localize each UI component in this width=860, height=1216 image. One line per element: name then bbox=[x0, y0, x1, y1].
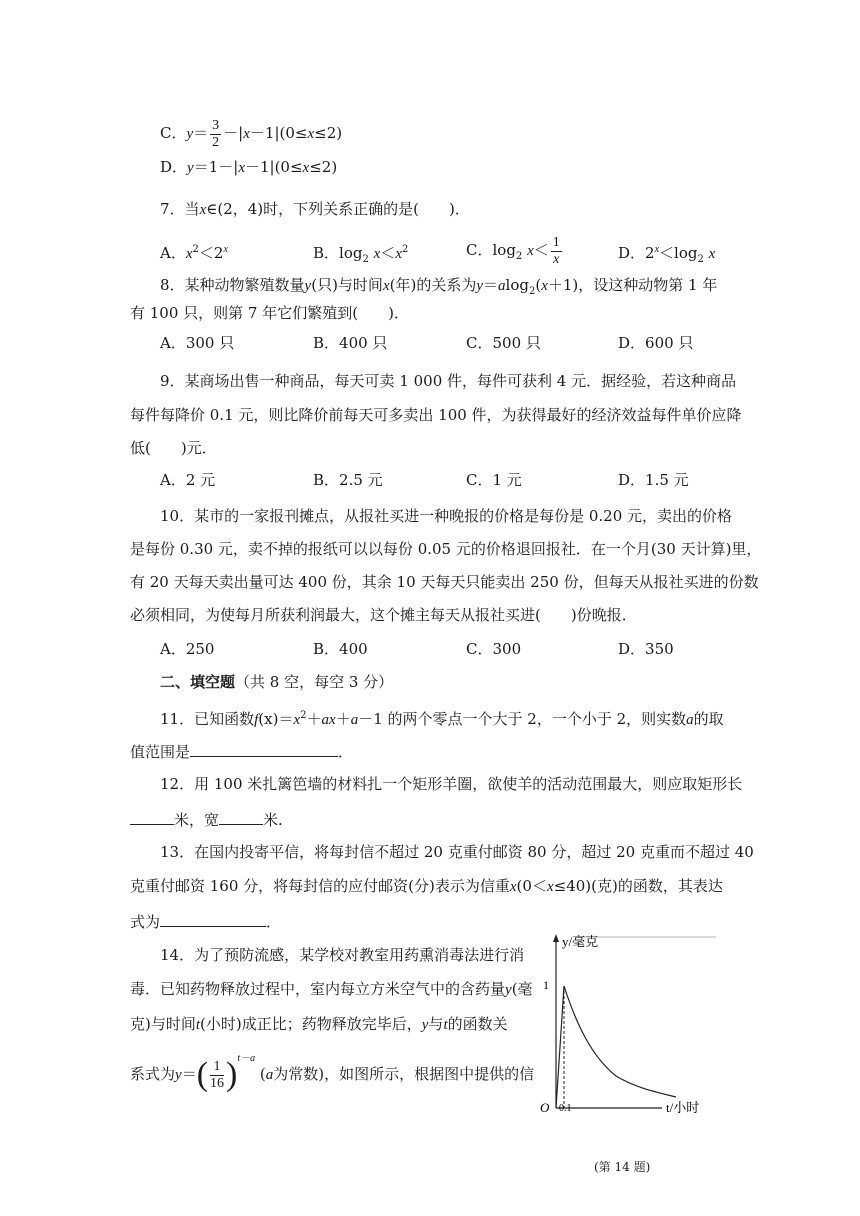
option-7c bbox=[466, 230, 564, 277]
var-x: x bbox=[509, 879, 517, 895]
answer-blank-length[interactable] bbox=[130, 808, 174, 825]
text: －1|(0≤ bbox=[244, 158, 303, 176]
text: ＝ bbox=[278, 710, 294, 728]
question-13-line-2 bbox=[130, 876, 723, 897]
var-y: y bbox=[175, 1067, 182, 1083]
question-11-line-1: 11．已知函数$f(x)=x^2+ax+a-1$ 的两个零点一个大于 2，一个小于 2，则实数a的取 bbox=[160, 710, 724, 728]
tick-x-01: 0.1 bbox=[559, 1103, 572, 1114]
rising-segment bbox=[556, 986, 564, 1108]
text: －1 的两个零点一个大于 2，一个小于 2，则实数 bbox=[358, 710, 687, 728]
text: (只)与时间 bbox=[311, 276, 383, 294]
text: (x) bbox=[258, 710, 279, 728]
text: 与 bbox=[428, 1015, 444, 1033]
option-label: D． bbox=[618, 244, 646, 262]
var-x: x bbox=[541, 278, 548, 294]
question-14-line-4: 系式为y＝( $\frac{1}{16}$ )$^{t-a}$ (a为常数)，如图所示，根据图中提供的信 bbox=[130, 1053, 535, 1093]
question-13-line-3 bbox=[130, 910, 281, 932]
question-14-line-2 bbox=[130, 979, 533, 1000]
text: 克)与时间 bbox=[130, 1015, 196, 1033]
denominator: 2 bbox=[212, 134, 220, 150]
question-10-line-4: 必须相同，为使每月所获利润最大，这个摊主每天从报社买进( )份晚报． bbox=[130, 606, 637, 624]
question-8-line-2: 有 100 只，则第 7 年它们繁殖到( )． bbox=[130, 304, 409, 322]
var-x: x bbox=[243, 126, 250, 142]
text: ≤2) bbox=[314, 124, 343, 142]
text: ． bbox=[266, 913, 282, 931]
option-label: A． bbox=[160, 244, 186, 262]
log-base: 2 bbox=[697, 254, 704, 265]
text: 毒．已知药物释放过程中，室内每立方米空气中的含药量 bbox=[130, 980, 506, 998]
option-7a: A．$x^2<2^x$ bbox=[160, 244, 228, 262]
question-13-line-1: 13．在国内投寄平信，将每封信不超过 20 克重付邮资 80 分，超过 20 克重而不超过 40 bbox=[160, 843, 754, 861]
tick-y-1: 1 bbox=[543, 978, 549, 992]
var-x: x bbox=[302, 160, 310, 176]
question-12-line-2 bbox=[130, 808, 283, 830]
question-7 bbox=[160, 199, 470, 220]
text: 系式为 bbox=[130, 1065, 176, 1083]
option-9b: B．2.5 元 bbox=[313, 471, 383, 489]
var-x: x bbox=[546, 879, 554, 895]
var-x: x bbox=[223, 244, 228, 255]
text: ＋1)，设这种动物第 1 年 bbox=[547, 276, 718, 294]
text: ≤40)(克)的函数，其表达 bbox=[553, 877, 723, 895]
origin-label: O bbox=[540, 1100, 550, 1115]
text: ＋ bbox=[306, 710, 322, 728]
option-label: C． bbox=[466, 241, 493, 259]
var-y: y bbox=[187, 160, 194, 176]
option-10c: C．300 bbox=[466, 640, 522, 658]
denominator: 16 bbox=[210, 1075, 225, 1091]
text: 值范围是 bbox=[130, 743, 191, 761]
option-8b: B．400 只 bbox=[313, 334, 388, 352]
eq: ＝ bbox=[193, 124, 209, 142]
var-t: t bbox=[195, 1017, 201, 1033]
text: 11．已知函数 bbox=[160, 710, 255, 728]
var-t: t bbox=[443, 1017, 448, 1033]
var-y: y bbox=[304, 278, 312, 294]
answer-blank[interactable] bbox=[190, 740, 338, 757]
answer-blank[interactable] bbox=[160, 910, 266, 927]
option-10d: D．350 bbox=[618, 640, 674, 658]
lt: ＜ bbox=[380, 244, 396, 262]
question-9-line-2: 每件每降价 0.1 元，则比降价前每天可多卖出 100 件，为获得最好的经济效益每件单价应降 bbox=[130, 406, 742, 424]
paren: ) bbox=[226, 1056, 238, 1093]
text: 式为 bbox=[130, 913, 161, 931]
answer-blank-width[interactable] bbox=[219, 808, 263, 825]
option-9a: A．2 元 bbox=[160, 471, 216, 489]
numerator: 3 bbox=[212, 117, 220, 133]
text: ( bbox=[535, 276, 542, 294]
var-a: a bbox=[350, 712, 359, 728]
question-number: 7． bbox=[160, 200, 185, 218]
option-8d: D．600 只 bbox=[618, 334, 694, 352]
numerator: 1 bbox=[210, 1059, 224, 1076]
text: ( bbox=[259, 1065, 266, 1083]
question-9-line-1: 9．某商场出售一种商品，每天可卖 1 000 件，每件可获利 4 元．据经验，若这种商品 bbox=[160, 372, 737, 390]
option-8c: C．500 只 bbox=[466, 334, 541, 352]
figure-14-graph bbox=[536, 928, 726, 1158]
var-a: a bbox=[498, 278, 506, 294]
question-10-line-3: 有 20 天每天卖出量可达 400 份，其余 10 天每天只能卖出 250 份，但每天从报社买进的份数 bbox=[130, 573, 759, 591]
log: log bbox=[492, 241, 516, 259]
var-x: x bbox=[307, 126, 315, 142]
question-12-line-1: 12．用 100 米扎篱笆墙的材料扎一个矩形羊圈，欲使羊的活动范围最大，则应取矩形长 bbox=[160, 775, 743, 793]
text: (小时)成正比；药物释放完毕后， bbox=[200, 1015, 422, 1033]
text: (0＜ bbox=[516, 877, 547, 895]
option-9d: D．1.5 元 bbox=[618, 471, 689, 489]
text: 的函数关 bbox=[447, 1015, 508, 1033]
option-7d: D．$2^x<\log_2$ x bbox=[618, 244, 716, 265]
text: 为常数)，如图所示，根据图中提供的信 bbox=[273, 1065, 535, 1083]
section-note: （共 8 空，每空 3 分） bbox=[235, 673, 394, 691]
text: ＋ bbox=[335, 710, 351, 728]
text: ＝ bbox=[483, 276, 499, 294]
text: 米，宽 bbox=[174, 811, 220, 829]
var-f: f bbox=[254, 712, 259, 728]
x-axis-label: t/小时 bbox=[666, 1100, 700, 1115]
var-y: y bbox=[476, 278, 483, 294]
option-10a: A．250 bbox=[160, 640, 215, 658]
var-x: x bbox=[382, 278, 390, 294]
fraction-1-x bbox=[551, 235, 562, 268]
log-base: 2 bbox=[515, 251, 523, 262]
text: (年)的关系为 bbox=[389, 276, 477, 294]
var-x: x bbox=[238, 160, 245, 176]
section-title: 二、填空题 bbox=[160, 673, 236, 691]
option-10b: B．400 bbox=[313, 640, 368, 658]
denominator bbox=[551, 252, 562, 268]
text: (毫 bbox=[511, 980, 533, 998]
var-x: x bbox=[373, 246, 381, 262]
text: 8．某种动物繁殖数量 bbox=[160, 276, 305, 294]
text: －| bbox=[223, 124, 244, 142]
question-10-line-2: 是每份 0.30 元，卖不掉的报纸可以以每份 0.05 元的价格退回报社．在一个月(30 天计算)里， bbox=[130, 540, 762, 558]
var-x: x bbox=[293, 712, 301, 728]
var-x: x bbox=[553, 251, 560, 267]
option-7b: B．$\log_2 x<x^2$ bbox=[313, 244, 409, 265]
text: 米. bbox=[263, 811, 283, 829]
question-14-line-3 bbox=[130, 1014, 508, 1035]
var-y: y bbox=[186, 126, 194, 142]
numerator: 1 bbox=[552, 234, 560, 250]
y-axis-label: y/毫克 bbox=[562, 934, 599, 949]
option-6d bbox=[160, 157, 337, 178]
text: ≤2) bbox=[309, 158, 338, 176]
exponent: t－a bbox=[237, 1053, 256, 1064]
question-14-line-1: 14．为了预防流感，某学校对教室用药熏消毒法进行消 bbox=[160, 946, 525, 964]
var-a: a bbox=[265, 1067, 274, 1083]
option-label: C． bbox=[160, 124, 187, 142]
var-x: x bbox=[395, 246, 402, 262]
fraction-1-16 bbox=[210, 1059, 224, 1092]
text: 当 bbox=[184, 200, 200, 218]
fraction-3-2 bbox=[210, 118, 221, 151]
var-y: y bbox=[421, 1017, 429, 1033]
var-x: x bbox=[199, 202, 207, 218]
question-9-line-3: 低( )元． bbox=[130, 439, 217, 457]
lt: ＜ bbox=[533, 241, 549, 259]
text: ∈(2，4)时，下列关系正确的是( )． bbox=[206, 200, 470, 218]
log-base: 2 bbox=[362, 254, 369, 265]
text: ． bbox=[338, 743, 354, 761]
text: 克重付邮资 160 分，将每封信的应付邮资(分)表示为信重 bbox=[130, 877, 510, 895]
log: log bbox=[505, 276, 529, 294]
option-8a: A．300 只 bbox=[160, 334, 235, 352]
question-8-line-1 bbox=[160, 275, 717, 302]
paren: ( bbox=[196, 1056, 209, 1093]
option-label: B． bbox=[313, 244, 340, 262]
option-label: D． bbox=[160, 158, 188, 176]
var-a: a bbox=[321, 712, 330, 728]
option-9c: C．1 元 bbox=[466, 471, 522, 489]
var-x: x bbox=[654, 244, 660, 255]
var-x: x bbox=[708, 246, 716, 262]
var-x: x bbox=[527, 243, 534, 259]
var-x: x bbox=[185, 246, 193, 262]
log: log bbox=[339, 244, 363, 262]
y-axis-arrow bbox=[553, 934, 559, 942]
figure-caption: (第 14 题) bbox=[594, 1160, 651, 1174]
var-y: y bbox=[505, 982, 512, 998]
option-6c bbox=[160, 113, 342, 154]
question-11-line-2 bbox=[130, 740, 353, 762]
log-base: 2 bbox=[528, 286, 536, 297]
text: ＜log bbox=[659, 244, 698, 262]
section-heading bbox=[160, 672, 393, 692]
question-10-line-1: 10．某市的一家报刊摊点，从报社买进一种晚报的价格是每份是 0.20 元，卖出的价格 bbox=[160, 507, 733, 525]
decay-curve bbox=[564, 986, 676, 1097]
text: 的取 bbox=[693, 710, 724, 728]
var-x: x bbox=[329, 712, 336, 728]
var-a: a bbox=[686, 712, 694, 728]
text: ＝1－| bbox=[193, 158, 239, 176]
text: －1|(0≤ bbox=[249, 124, 308, 142]
